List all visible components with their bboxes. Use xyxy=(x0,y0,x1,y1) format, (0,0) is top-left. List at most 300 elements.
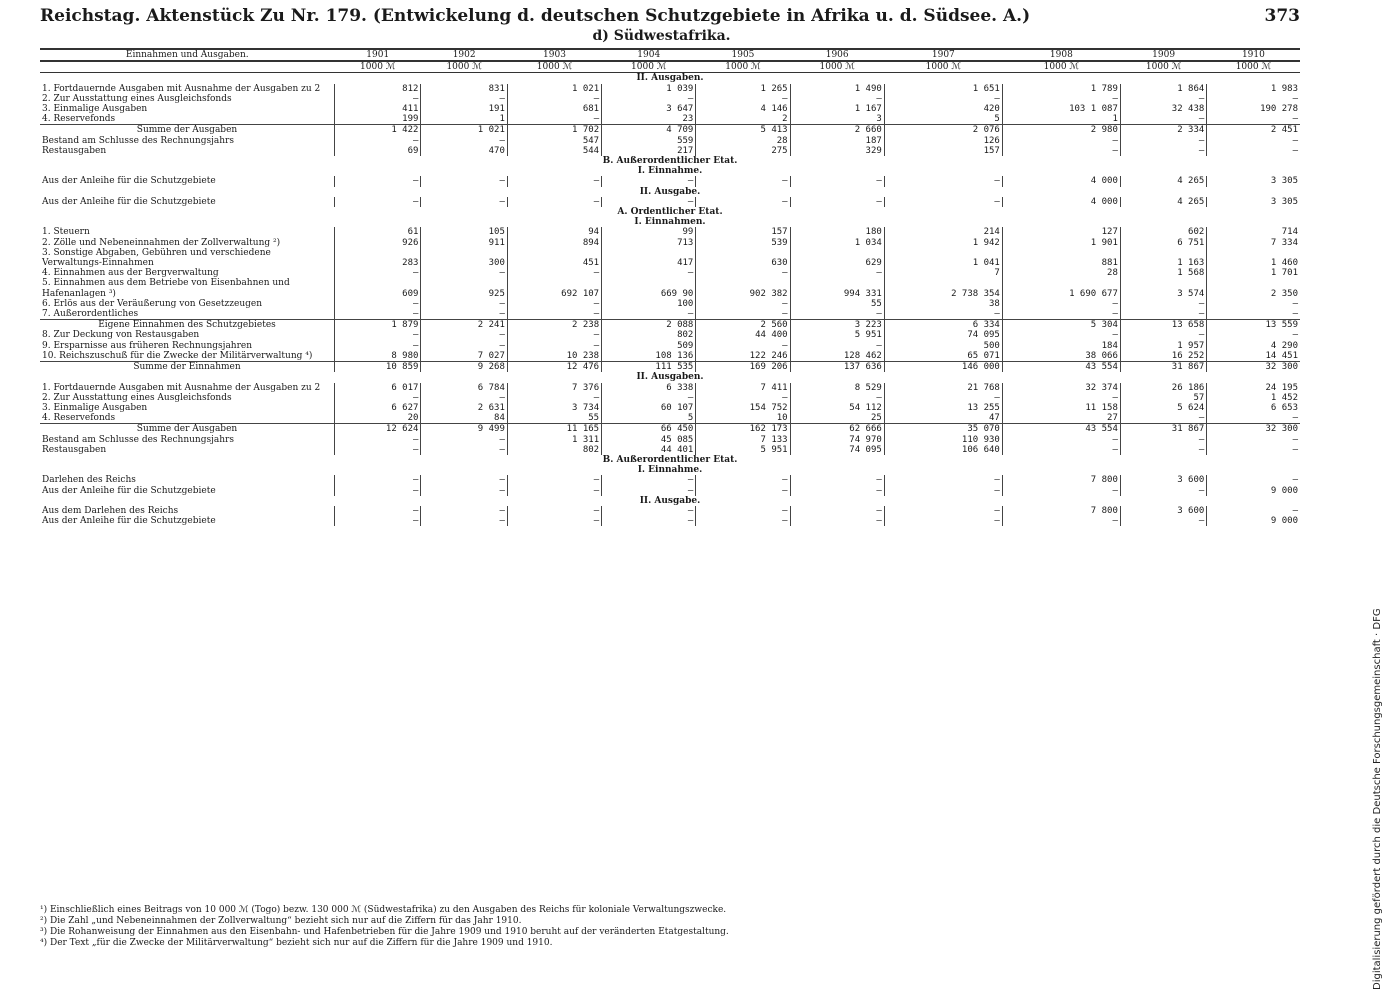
table-cell: 2 451 xyxy=(1207,125,1300,136)
table-cell: 5 951 xyxy=(696,445,790,455)
table-cell: — xyxy=(1207,413,1300,424)
table-cell: — xyxy=(696,341,790,351)
table-cell: 2 560 xyxy=(696,320,790,331)
table-cell: 27 xyxy=(1002,413,1120,424)
table-cell: 1 789 xyxy=(1002,84,1120,94)
table-cell: 1 167 xyxy=(790,104,884,114)
table-cell: — xyxy=(602,94,696,104)
table-cell: 65 071 xyxy=(884,351,1002,362)
row-label: I. Einnahme. xyxy=(637,465,703,476)
row-label: 4. Reservefonds xyxy=(42,114,116,125)
table-cell: 3 305 xyxy=(1207,176,1300,186)
table-cell: 4 265 xyxy=(1120,176,1206,186)
table-cell: — xyxy=(335,309,421,320)
year-header-1907: 1907 xyxy=(884,49,1002,61)
table-cell: 681 xyxy=(507,104,601,114)
table-cell: — xyxy=(790,486,884,496)
table-row xyxy=(40,424,1300,435)
row-label: II. Ausgabe. xyxy=(639,495,701,506)
table-cell: — xyxy=(1002,330,1120,340)
table-cell: — xyxy=(602,197,696,207)
table-cell: 2 076 xyxy=(884,125,1002,136)
row-label: 3. Sonstige Abgaben, Gebühren und verschiedene Verwaltungs-Einnahmen xyxy=(42,247,271,269)
table-cell: 3 734 xyxy=(507,403,601,413)
table-cell: — xyxy=(602,486,696,496)
row-label: 3. Einmalige Ausgaben xyxy=(42,402,148,413)
table-cell: 6 627 xyxy=(335,403,421,413)
table-cell: — xyxy=(696,197,790,207)
table-cell: 26 186 xyxy=(1120,383,1206,393)
table-cell: 9 000 xyxy=(1207,486,1300,496)
table-cell: 2 350 xyxy=(1207,278,1300,298)
table-cell: 1 568 xyxy=(1120,268,1206,278)
row-label: 10. Reichszuschuß für die Zwecke der Militärverwaltung ⁴) xyxy=(42,350,313,361)
table-cell: 105 xyxy=(421,227,507,237)
table-cell: 146 000 xyxy=(884,362,1002,373)
table-cell: 714 xyxy=(1207,227,1300,237)
table-cell: 28 xyxy=(1002,268,1120,278)
table-row xyxy=(40,383,1300,393)
table-cell: 911 xyxy=(421,238,507,248)
table-cell: 812 xyxy=(335,84,421,94)
table-cell: 629 xyxy=(790,248,884,268)
table-cell: 24 195 xyxy=(1207,383,1300,393)
unit-header: 1000 ℳ xyxy=(335,61,421,73)
section-row xyxy=(40,465,1300,475)
table-cell: 35 070 xyxy=(884,424,1002,435)
table-cell: 9 499 xyxy=(421,424,507,435)
table-cell: 9 268 xyxy=(421,362,507,373)
section-row xyxy=(40,455,1300,465)
row-label: Summe der Einnahmen xyxy=(40,362,335,373)
table-cell: — xyxy=(421,341,507,351)
table-cell: 902 382 xyxy=(696,278,790,298)
table-cell: — xyxy=(790,475,884,485)
table-cell: — xyxy=(1207,330,1300,340)
table-cell: 831 xyxy=(421,84,507,94)
table-cell: 1 942 xyxy=(884,238,1002,248)
table-cell: 926 xyxy=(335,238,421,248)
table-cell: 3 305 xyxy=(1207,197,1300,207)
table-cell: 190 278 xyxy=(1207,104,1300,114)
table-cell: — xyxy=(790,393,884,403)
table-cell: — xyxy=(884,94,1002,104)
table-cell: — xyxy=(602,393,696,403)
table-cell: 47 xyxy=(884,413,1002,424)
table-cell: 1 021 xyxy=(421,125,507,136)
table-cell: — xyxy=(335,176,421,186)
table-cell: — xyxy=(1002,486,1120,496)
table-cell: — xyxy=(696,393,790,403)
row-label: 1. Fortdauernde Ausgaben mit Ausnahme der Ausgaben zu 2 xyxy=(42,83,321,94)
table-cell: — xyxy=(602,506,696,516)
table-cell: 108 136 xyxy=(602,351,696,362)
table-cell: 7 411 xyxy=(696,383,790,393)
row-label: 4. Reservefonds xyxy=(42,413,116,424)
table-cell: 417 xyxy=(602,248,696,268)
table-cell: — xyxy=(1002,146,1120,156)
table-cell: — xyxy=(696,94,790,104)
table-row xyxy=(40,114,1300,125)
column-header-label: Einnahmen und Ausgaben. xyxy=(40,49,335,61)
table-cell: 2 241 xyxy=(421,320,507,331)
table-row xyxy=(40,413,1300,424)
table-cell: — xyxy=(335,393,421,403)
row-label: 1. Fortdauernde Ausgaben mit Ausnahme der Ausgaben zu 2 xyxy=(42,382,321,393)
year-header-1902: 1902 xyxy=(421,49,507,61)
table-cell: 12 476 xyxy=(507,362,601,373)
table-cell: — xyxy=(884,506,1002,516)
table-cell: 16 252 xyxy=(1120,351,1206,362)
section-row xyxy=(40,73,1300,84)
row-label: Aus der Anleihe für die Schutzgebiete xyxy=(42,485,216,496)
page-number: 373 xyxy=(1264,6,1300,26)
table-cell: 31 867 xyxy=(1120,362,1206,373)
table-cell: — xyxy=(421,435,507,445)
table-cell: 13 559 xyxy=(1207,320,1300,331)
table-cell: 283 xyxy=(335,248,421,268)
table-cell: 122 246 xyxy=(696,351,790,362)
year-header-1901: 1901 xyxy=(335,49,421,61)
section-row xyxy=(40,496,1300,506)
table-cell: — xyxy=(421,309,507,320)
table-cell: 6 751 xyxy=(1120,238,1206,248)
table-cell: 2 238 xyxy=(507,320,601,331)
table-cell: — xyxy=(696,506,790,516)
row-label: I. Einnahmen. xyxy=(634,217,706,228)
table-cell: — xyxy=(602,309,696,320)
table-cell: — xyxy=(1120,486,1206,496)
table-cell: — xyxy=(790,341,884,351)
table-cell: — xyxy=(1120,413,1206,424)
table-row xyxy=(40,278,1300,298)
table-cell: 1 163 xyxy=(1120,248,1206,268)
table-cell: — xyxy=(696,268,790,278)
table-cell: — xyxy=(335,435,421,445)
table-cell: 57 xyxy=(1120,393,1206,403)
table-cell: 1 983 xyxy=(1207,84,1300,94)
row-label: 3. Einmalige Ausgaben xyxy=(42,104,148,115)
footnote: ⁴) Der Text „für die Zwecke der Militärverwaltung“ bezieht sich nur auf die Ziffern für die Jahre 1909 und 1910. xyxy=(40,938,553,948)
table-cell: 32 300 xyxy=(1207,362,1300,373)
table-cell: — xyxy=(1120,445,1206,455)
table-cell: 10 xyxy=(696,413,790,424)
row-label: 2. Zur Ausstattung eines Ausgleichsfonds xyxy=(42,392,232,403)
table-cell: — xyxy=(507,268,601,278)
table-cell: 5 xyxy=(602,413,696,424)
table-cell: 31 867 xyxy=(1120,424,1206,435)
table-cell: 25 xyxy=(790,413,884,424)
table-header-row xyxy=(40,49,1300,61)
table-cell: — xyxy=(335,486,421,496)
table-cell: 7 334 xyxy=(1207,238,1300,248)
section-row xyxy=(40,207,1300,217)
table-cell: — xyxy=(507,330,601,340)
table-row xyxy=(40,330,1300,340)
table-cell: 6 338 xyxy=(602,383,696,393)
table-row xyxy=(40,362,1300,373)
table-row xyxy=(40,94,1300,104)
table-cell: 157 xyxy=(696,227,790,237)
table-cell: — xyxy=(1120,146,1206,156)
table-cell: 1 690 677 xyxy=(1002,278,1120,298)
table-cell: — xyxy=(335,445,421,455)
table-cell: 559 xyxy=(602,136,696,146)
table-row xyxy=(40,516,1300,526)
table-cell: 630 xyxy=(696,248,790,268)
table-row xyxy=(40,146,1300,156)
table-cell: — xyxy=(790,516,884,526)
table-cell: — xyxy=(696,486,790,496)
table-cell: 602 xyxy=(1120,227,1206,237)
table-cell: 38 xyxy=(884,299,1002,309)
row-label: A. Ordentlicher Etat. xyxy=(617,207,723,218)
table-cell: — xyxy=(602,268,696,278)
table-cell: 55 xyxy=(790,299,884,309)
row-label: 7. Außerordentliches xyxy=(42,309,139,320)
table-cell: — xyxy=(421,445,507,455)
table-cell: 61 xyxy=(335,227,421,237)
footnote: ¹) Einschließlich eines Beitrags von 10 000 ℳ (Togo) bezw. 130 000 ℳ (Südwestafrika) zu den Ausgaben des Reichs für koloniale Verwaltungszwecke. xyxy=(40,905,727,915)
table-cell: 7 376 xyxy=(507,383,601,393)
year-header-1909: 1909 xyxy=(1120,49,1206,61)
table-cell: 1 957 xyxy=(1120,341,1206,351)
table-cell: — xyxy=(1207,309,1300,320)
row-label: I. Einnahme. xyxy=(637,166,703,177)
table-cell: 994 331 xyxy=(790,278,884,298)
table-row xyxy=(40,403,1300,413)
table-cell: 6 653 xyxy=(1207,403,1300,413)
table-cell: 43 554 xyxy=(1002,424,1120,435)
table-cell: — xyxy=(421,299,507,309)
table-cell: 1 490 xyxy=(790,84,884,94)
page-header xyxy=(40,6,1300,26)
table-cell: — xyxy=(421,94,507,104)
table-cell: — xyxy=(1002,136,1120,146)
table-cell: 10 859 xyxy=(335,362,421,373)
table-cell: 12 624 xyxy=(335,424,421,435)
row-label: Restausgaben xyxy=(42,444,107,455)
table-cell: — xyxy=(696,176,790,186)
table-cell: — xyxy=(884,516,1002,526)
table-cell: 420 xyxy=(884,104,1002,114)
table-cell: — xyxy=(1120,136,1206,146)
table-cell: 1 039 xyxy=(602,84,696,94)
table-cell: 8 529 xyxy=(790,383,884,393)
table-cell: — xyxy=(421,393,507,403)
row-label: 6. Erlös aus der Veräußerung von Gesetzzeugen xyxy=(42,298,263,309)
table-cell: 1 034 xyxy=(790,238,884,248)
table-cell: 214 xyxy=(884,227,1002,237)
row-label: II. Ausgaben. xyxy=(636,372,704,383)
table-cell: — xyxy=(507,341,601,351)
table-cell: 2 660 xyxy=(790,125,884,136)
table-cell: 187 xyxy=(790,136,884,146)
table-cell: — xyxy=(507,506,601,516)
table-cell: — xyxy=(507,309,601,320)
table-cell: 669 90 xyxy=(602,278,696,298)
table-cell: 4 000 xyxy=(1002,197,1120,207)
table-cell: — xyxy=(602,516,696,526)
table-cell: 1 265 xyxy=(696,84,790,94)
table-cell: — xyxy=(1207,299,1300,309)
table-cell: 5 304 xyxy=(1002,320,1120,331)
row-label: 8. Zur Deckung von Restausgaben xyxy=(42,330,200,341)
table-cell: — xyxy=(1002,299,1120,309)
table-cell: 1 xyxy=(421,114,507,125)
footnotes xyxy=(40,905,1300,949)
table-cell: 713 xyxy=(602,238,696,248)
row-label: Aus der Anleihe für die Schutzgebiete xyxy=(42,176,216,187)
table-cell: 1 021 xyxy=(507,84,601,94)
section-row xyxy=(40,166,1300,176)
table-cell: 6 334 xyxy=(884,320,1002,331)
table-cell: 544 xyxy=(507,146,601,156)
table-row xyxy=(40,320,1300,331)
table-cell: 9 000 xyxy=(1207,516,1300,526)
table-cell: — xyxy=(507,393,601,403)
table-cell: — xyxy=(1207,114,1300,125)
table-cell: 2 980 xyxy=(1002,125,1120,136)
table-row xyxy=(40,238,1300,248)
page-title: Reichstag. Aktenstück Zu Nr. 179. (Entwickelung d. deutschen Schutzgebiete in Afrika u. d. Südsee. A.) xyxy=(40,6,1031,26)
table-cell: 539 xyxy=(696,238,790,248)
unit-header: 1000 ℳ xyxy=(507,61,601,73)
table-cell: — xyxy=(884,176,1002,186)
section-row xyxy=(40,187,1300,197)
table-cell: — xyxy=(335,475,421,485)
table-cell: — xyxy=(335,341,421,351)
table-cell: — xyxy=(335,136,421,146)
table-cell: — xyxy=(1207,475,1300,485)
table-row xyxy=(40,475,1300,485)
row-label: 2. Zur Ausstattung eines Ausgleichsfonds xyxy=(42,93,232,104)
table-cell: — xyxy=(790,197,884,207)
table-cell: — xyxy=(884,486,1002,496)
section-row xyxy=(40,156,1300,166)
table-cell: — xyxy=(1120,299,1206,309)
table-cell: 1 701 xyxy=(1207,268,1300,278)
table-row xyxy=(40,104,1300,114)
row-label: 5. Einnahmen aus dem Betriebe von Eisenbahnen und Hafenanlagen ³) xyxy=(42,278,290,299)
table-row xyxy=(40,309,1300,320)
table-cell: — xyxy=(335,516,421,526)
table-cell: 3 223 xyxy=(790,320,884,331)
table-cell: 6 017 xyxy=(335,383,421,393)
table-cell: 1 041 xyxy=(884,248,1002,268)
unit-row xyxy=(40,61,1300,73)
unit-header: 1000 ℳ xyxy=(696,61,790,73)
row-label: II. Ausgabe. xyxy=(639,186,701,197)
table-cell: 1 864 xyxy=(1120,84,1206,94)
table-cell: 7 800 xyxy=(1002,506,1120,516)
table-cell: — xyxy=(421,516,507,526)
table-cell: 1 901 xyxy=(1002,238,1120,248)
table-cell: — xyxy=(790,268,884,278)
table-cell: 66 450 xyxy=(602,424,696,435)
table-row xyxy=(40,445,1300,455)
table-cell: 470 xyxy=(421,146,507,156)
table-cell: 329 xyxy=(790,146,884,156)
unit-header: 1000 ℳ xyxy=(1120,61,1206,73)
footnote: ³) Die Rohanweisung der Einnahmen aus den Eisenbahn- und Hafenbetrieben für die Jahre 1909 und 1910 beruht auf der veränderten Etatgestaltung. xyxy=(40,927,729,937)
table-cell: — xyxy=(421,330,507,340)
table-cell: 802 xyxy=(507,445,601,455)
table-cell: 5 413 xyxy=(696,125,790,136)
table-cell: 1 651 xyxy=(884,84,1002,94)
table-cell: 4 709 xyxy=(602,125,696,136)
unit-header: 1000 ℳ xyxy=(1207,61,1300,73)
row-label: 4. Einnahmen aus der Bergverwaltung xyxy=(42,268,219,279)
table-cell: 3 600 xyxy=(1120,475,1206,485)
table-cell: 4 000 xyxy=(1002,176,1120,186)
table-cell: 1 xyxy=(1002,114,1120,125)
table-cell: — xyxy=(790,309,884,320)
row-label: 9. Ersparnisse aus früheren Rechnungsjahren xyxy=(42,340,253,351)
table-cell: — xyxy=(507,176,601,186)
table-row xyxy=(40,84,1300,94)
section-row xyxy=(40,372,1300,382)
table-cell: 894 xyxy=(507,238,601,248)
table-cell: 111 535 xyxy=(602,362,696,373)
table-cell: — xyxy=(1002,435,1120,445)
table-cell: 38 066 xyxy=(1002,351,1120,362)
table-cell: 44 400 xyxy=(696,330,790,340)
row-label: II. Ausgaben. xyxy=(636,73,704,84)
table-cell: — xyxy=(507,197,601,207)
table-cell: — xyxy=(421,136,507,146)
row-label: 2. Zölle und Nebeneinnahmen der Zollverwaltung ²) xyxy=(42,237,281,248)
table-cell: 54 112 xyxy=(790,403,884,413)
table-cell: 1 879 xyxy=(335,320,421,331)
table-cell: 451 xyxy=(507,248,601,268)
table-cell: — xyxy=(421,176,507,186)
table-cell: 14 451 xyxy=(1207,351,1300,362)
table-cell: — xyxy=(1002,393,1120,403)
table-cell: — xyxy=(790,506,884,516)
table-row xyxy=(40,435,1300,445)
table-cell: 692 107 xyxy=(507,278,601,298)
table-cell: — xyxy=(507,114,601,125)
table-cell: — xyxy=(1207,94,1300,104)
table-cell: — xyxy=(1120,516,1206,526)
table-cell: — xyxy=(507,299,601,309)
table-row xyxy=(40,197,1300,207)
table-cell: 32 374 xyxy=(1002,383,1120,393)
table-cell: 6 784 xyxy=(421,383,507,393)
table-row xyxy=(40,227,1300,237)
table-cell: 1 460 xyxy=(1207,248,1300,268)
table-cell: 4 290 xyxy=(1207,341,1300,351)
row-label: Darlehen des Reichs xyxy=(42,475,136,486)
table-cell: — xyxy=(335,330,421,340)
year-header-1905: 1905 xyxy=(696,49,790,61)
footnote: ²) Die Zahl „und Nebeneinnahmen der Zollverwaltung“ bezieht sich nur auf die Ziffern für das Jahr 1910. xyxy=(40,916,522,926)
table-cell: — xyxy=(421,486,507,496)
table-cell: 1 702 xyxy=(507,125,601,136)
table-cell: 3 600 xyxy=(1120,506,1206,516)
table-cell: — xyxy=(790,176,884,186)
table-cell: — xyxy=(421,197,507,207)
section-row xyxy=(40,217,1300,227)
table-cell: — xyxy=(1120,114,1206,125)
table-cell: — xyxy=(335,94,421,104)
table-cell: 5 624 xyxy=(1120,403,1206,413)
table-cell: — xyxy=(335,506,421,516)
table-cell: 7 xyxy=(884,268,1002,278)
table-cell: 154 752 xyxy=(696,403,790,413)
table-cell: — xyxy=(335,299,421,309)
